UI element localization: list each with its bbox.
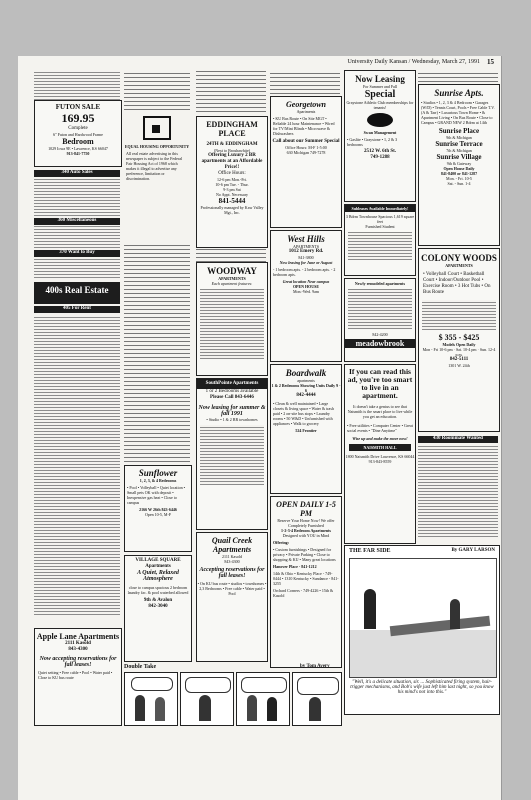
- apple-phone: 843-4300: [68, 647, 88, 652]
- doubletake-author: by Tom Avery: [300, 664, 330, 669]
- figure2-icon: [450, 599, 460, 629]
- leasing-now-title: Now leasing for summer & fall 1991: [198, 405, 266, 417]
- leasing-now-items: • Studio • 1 & 2 BR townhomes: [206, 417, 258, 422]
- futon-phone: 913-841-7750: [66, 151, 90, 156]
- boardwalk-addr: 524 Frontier: [295, 428, 317, 433]
- col2-body: [124, 242, 190, 462]
- eddingham-hours3: 9-3 pm Sat: [223, 187, 241, 192]
- georgetown-sub: Apartments: [296, 109, 316, 114]
- westhills-prices: - 1 bedroom apts. - 2 bedroom apts. - 2 bedroom apts.: [273, 267, 336, 277]
- leasing-phone: 749-1288: [370, 155, 390, 160]
- doubletake-panel-3: [236, 672, 290, 726]
- woodway-title: WOODWAY: [207, 266, 257, 276]
- openday-hawthorn: Hanover Place - 841-1212: [273, 564, 317, 569]
- openday-sub: Reserve Your Home Now! We offer Completely Furnished: [277, 518, 335, 528]
- openday-items: • Custom furnishings • Designed for privacy • Private Parking • Close to shopping & KU • Many great locations: [273, 547, 336, 562]
- eddingham-phone: 841-5444: [218, 197, 246, 205]
- sunrise-hours1: Mon. - Fri. 10-5: [446, 176, 472, 181]
- sublease-text: 3 Bdrm Townhouse Spacious 1,619 square feet: [345, 214, 415, 224]
- colony-addr: 1301 W. 24th: [448, 363, 470, 368]
- smart-addr: 1800 Naismith Drive Lawrence, KS 66044: [345, 454, 415, 459]
- apple-title: Apple Lane Apartments: [36, 632, 120, 641]
- smart-text: It doesn't take a genius to see that Naismith is the smart place to live while you get an education.: [347, 404, 413, 419]
- village-square-ad: [124, 555, 192, 662]
- speech-bubble: [185, 677, 231, 693]
- futon-addr: 1029 Iowa 9E • Lawrence, KS 66047: [48, 146, 108, 151]
- col4-text: [270, 70, 340, 94]
- southpointe-ad: [196, 378, 268, 530]
- sunflower-phone: 2166 W 26th 843-6446: [139, 507, 177, 512]
- boardwalk-items: • Clean & well maintained • Large closets & living space • Water & trash paid • 2 on-site bus stops • Laundry rooms • 50 W&D • Unfurnished with appliances • Walk to grocery: [273, 401, 334, 426]
- character2-icon: [267, 697, 277, 721]
- colony-title: COLONY WOODS: [421, 253, 497, 263]
- futon-price: 169.95: [61, 111, 95, 125]
- colony-woods-ad: [418, 248, 500, 432]
- meadowbrook-text: Newly remodeled apartments: [354, 281, 406, 286]
- character2-icon: [155, 697, 165, 721]
- character-icon: [247, 695, 257, 721]
- smart-name: NAISMITH HALL: [349, 444, 411, 451]
- sunrise-village-addr: 9th & Gateway: [446, 161, 472, 166]
- meadowbrook-title: meadowbrook: [345, 339, 415, 348]
- eddingham-hours4: No Appt. Necessary: [215, 192, 249, 197]
- leasing-special: Special: [364, 89, 396, 100]
- house-icon: [143, 116, 171, 140]
- leasing-name: Swan Management: [363, 130, 397, 135]
- naismith-ad: [344, 364, 416, 544]
- southpointe-phone: Please Call 843-6446: [210, 395, 254, 400]
- leasing-title: Now Leasing: [355, 74, 405, 84]
- sunrise-title: Sunrise Apts.: [434, 88, 484, 98]
- quail-title: Quail Creek Apartments: [211, 536, 253, 554]
- georgetown-call: Call about our Summer Special: [272, 139, 340, 144]
- village-text: close to campus spacious 2 bedroom laundry fac. & pool waterbed allowed: [127, 585, 189, 595]
- classified-text-block: [34, 70, 120, 100]
- sunflower-items: • Pool • Volleyball • Quiet location • Small pets OK with deposit • Inexpensive gas heat • Close to campus: [127, 485, 186, 505]
- far-side-comic: [344, 545, 500, 715]
- openday-title: OPEN DAILY 1-5 PM: [276, 500, 336, 518]
- apple-text: Now accepting reservations for fall leases!: [39, 656, 117, 668]
- sunrise-place-addr: 9th & Michigan: [446, 135, 472, 140]
- sunrise-phones: 841-8400 or 841-1287: [440, 171, 478, 176]
- colony-items: • Volleyball Court • Basketball Court • Indoor/Outdoor Pool • Exercise Room • 3 Hot Tubs • On Bus Route: [423, 272, 491, 295]
- woodway-tagline: Each apartment features:: [211, 281, 253, 286]
- quail-creek-ad: [196, 532, 268, 662]
- eddingham-sub: (Next to Brouhawhite): [213, 148, 251, 153]
- quail-phone: 843-4300: [224, 559, 240, 564]
- page-number: 15: [487, 58, 494, 66]
- eddingham-offer: Offering Luxury 2 BR apartments at an Affordable Price!!: [201, 153, 263, 170]
- eddingham-addr: 24TH & EDDINGHAM: [206, 142, 258, 147]
- colony-price: $ 355 - $425: [438, 333, 480, 342]
- futon-sub: 6" Futon and Hardwood Frame: [53, 132, 103, 137]
- housing-text: All real estate advertising in this newspaper is subject to the Federal Fair Housing Act of 1968 which makes it illegal to advertise any preference, limitation or discrimination.: [126, 151, 183, 181]
- section-autos: 340 Auto Sales: [34, 170, 120, 177]
- openday-offer2: Designed with YOU in Mind: [282, 533, 330, 538]
- leasing-addr: 2512 W. 6th St.: [363, 149, 397, 154]
- westhills-hours: Mon.-Wed. 9am: [292, 289, 319, 294]
- sunflower-sub: 1, 2, 3, & 4 Bedrooms: [139, 478, 177, 483]
- quail-items: • On KU bus route • studios • townhomes • 2,3 Bedrooms • Free cable • Water paid • Pool: [197, 581, 267, 596]
- leasing-items: • Gaslite • Graystone • 1, 2 & 3 bedrooms: [347, 137, 398, 147]
- apple-lane-ad: [34, 628, 122, 726]
- autos-text: [34, 178, 120, 216]
- woodway-ad: [196, 262, 268, 376]
- open-daily-ad: [270, 496, 342, 668]
- character-icon: [309, 697, 321, 721]
- page-header: [40, 58, 494, 68]
- now-leasing-ad: [344, 70, 416, 202]
- character-icon: [199, 695, 211, 721]
- westhills-addr: 1012 Emery Rd.: [288, 249, 324, 254]
- village-tagline: A Quiet, Relaxed Atmosphere: [137, 570, 179, 582]
- quail-addr: 2111 Kasold: [221, 554, 243, 559]
- sublease-ad: [344, 204, 416, 276]
- westhills-title: West Hills: [287, 234, 325, 244]
- sunrise-place: Sunrise Place: [438, 127, 480, 135]
- smart-title: If you can read this ad, you're too smart to live in an apartment.: [347, 367, 413, 400]
- section-wanted: 370 Want to Buy: [34, 250, 120, 257]
- section-misc: 360 Miscellaneous: [34, 218, 120, 225]
- sunrise-items: • Studios • 1, 2, 3 & 4 Bedroom • Garages (W/D) • Tennis Court, Pools • Free Cable T.V. (A & Tarr) • Luxurious Town Home • & Apartment Living • On Bus Route • Close to Campus • GRAND NEW 2 Bdrm at 14th: [421, 100, 495, 125]
- southpointe-title: SouthPointe Apartments: [197, 379, 267, 389]
- colony-phone: 842-5111: [449, 357, 469, 362]
- southpointe-details: [200, 425, 264, 485]
- equal-housing-ad: [124, 112, 190, 242]
- sunflower-hours: Open 10-5, M-F: [144, 512, 172, 517]
- futon-title: FUTON SALE: [55, 103, 101, 111]
- figure-icon: [364, 589, 376, 629]
- wanted-text: [34, 258, 120, 278]
- southpointe-text: 1 or 2 Bedrooms available: [205, 389, 259, 394]
- eddingham-mgr: Professionally managed by Kaw Valley Mgt., Inc.: [200, 205, 264, 215]
- eddingham-hours1: 12-6 pm Mon.-Fri.: [217, 177, 247, 182]
- smart-phone: 913-843-8559: [368, 459, 392, 464]
- misc-text: [34, 226, 120, 248]
- village-addr: 9th & Avalon: [143, 598, 173, 603]
- eddingham-title: EDDINGHAM PLACE: [206, 120, 258, 138]
- meadowbrook-details: [348, 289, 412, 329]
- missile-icon: [390, 616, 490, 636]
- colony-hours: Mon - Fri 10-6 pm · Sat. 10-4 pm · Sun. 12-4 p.m.: [422, 347, 496, 357]
- eddingham-ad: [196, 116, 268, 248]
- sunrise-village: Sunrise Village: [436, 153, 482, 161]
- woodway-details: [200, 289, 264, 359]
- col6-text: [418, 70, 498, 82]
- doubletake-title: Double Take: [124, 664, 157, 670]
- sunrise-terrace-addr: 7th & Michigan: [446, 148, 472, 153]
- sunrise-ad: [418, 84, 500, 246]
- farside-caption: "Well, it's a delicate situation, sir. ... Sophisticated firing system, hair-trigger mechanisms, and Bob's wife just left him last night, so you know his mind's not into this.": [350, 680, 494, 695]
- woodway-sub: APARTMENTS: [218, 276, 246, 281]
- quail-text: Accepting reservations for fall leases!: [199, 567, 265, 579]
- westhills-open: OPEN HOUSE: [292, 284, 320, 289]
- meadowbrook-phone: 842-4200: [372, 332, 388, 337]
- col3-text: [196, 70, 266, 112]
- housing-label: EQUAL HOUSING OPPORTUNITY: [124, 144, 190, 149]
- eddingham-hours2: 10-6 pm Tue. - Thur.: [215, 182, 249, 187]
- smart-items: • Free utilities • Computer Center • Great social events • "Dine Anytime": [347, 423, 413, 433]
- speech-bubble: [131, 677, 173, 691]
- eddingham-hours-label: Office Hours:: [218, 171, 246, 176]
- boardwalk-sub: apartments: [297, 378, 315, 383]
- leasing-club: Graystone Athletic Club memberships for tenants!: [346, 100, 414, 110]
- village-phone: 842-3040: [148, 604, 168, 609]
- speech-bubble: [297, 677, 339, 695]
- farside-title: THE FAR SIDE: [349, 548, 391, 554]
- boardwalk-ad: [270, 364, 342, 494]
- forrent-text: [34, 315, 120, 615]
- sunrise-terrace: Sunrise Terrace: [435, 140, 483, 148]
- sublease-note: Furnished Student: [365, 224, 395, 229]
- sublease-title: Subleases Available Immediately!: [345, 205, 415, 212]
- character-icon: [135, 695, 145, 721]
- openday-offering: Offering:: [273, 540, 289, 545]
- openday-list: 14th & Ohio • Kentucky Place - 749-0444 • 1310 Kentucky • Sundance - 841-3255: [273, 571, 339, 586]
- georgetown-addr: 630 Michigan 749-7278: [286, 150, 326, 155]
- section-forrent: 405 For Rent: [34, 306, 120, 313]
- georgetown-items: • KU Bus Route • On Site MGT • Reliable 24 hour Maintenance • Wired for TV/Mini Blinds • Microwave & Dishwashers: [273, 116, 335, 136]
- openday-offer: 1-2-3-4 Bedroom Apartments: [281, 528, 331, 533]
- westhills-text: Now leasing for June or August: [279, 260, 333, 265]
- apple-addr: 2111 Kasold: [65, 641, 91, 646]
- colony-models: Models Open Daily: [442, 342, 476, 347]
- westhills-special: Great location Near campus: [282, 279, 330, 284]
- west-hills-ad: [270, 230, 342, 362]
- boardwalk-text: 1 & 2 Bedrooms Showing Units Daily 9 - 6: [271, 383, 341, 393]
- sunflower-ad: [124, 465, 192, 552]
- westhills-sub: APARTMENTS: [292, 244, 320, 249]
- doubletake-panel-4: [292, 672, 342, 726]
- boardwalk-title: Boardwalk: [285, 368, 327, 378]
- doubletake-panel-2: [180, 672, 234, 726]
- roommate-text: [418, 445, 498, 537]
- apple-items: Quiet setting • Free cable • Pool • Water paid • Close to KU bus route: [38, 670, 113, 680]
- sublease-details: [348, 232, 412, 260]
- farside-author: By GARY LARSON: [451, 548, 495, 553]
- georgetown-title: Georgetown: [286, 100, 326, 109]
- georgetown-ad: [270, 96, 342, 228]
- publication-line: University Daily Kansan / Wednesday, March 27, 1991: [347, 59, 480, 65]
- village-title: VILLAGE SQUARE Apartments: [135, 558, 181, 569]
- sunrise-hours2: Sat. - Sun. 1-4: [447, 181, 471, 186]
- roommate-section: 430 Roommate Wanted: [418, 436, 498, 443]
- sunrise-open: Open House Daily: [443, 166, 475, 171]
- sunflower-title: Sunflower: [138, 468, 178, 478]
- futon-store: Bedroom: [62, 137, 94, 146]
- westhills-phone: 841-3800: [298, 255, 314, 260]
- georgetown-office: Office Hours: M-F 1-5:00: [285, 145, 327, 150]
- openday-last: Orchard Corners - 749-4226 • 15th & Kasold: [273, 588, 334, 598]
- speech-bubble: [241, 677, 287, 693]
- meadowbrook-ad: [344, 278, 416, 362]
- futon-sale-ad: [34, 100, 122, 167]
- doubletake-panel-1: [124, 672, 178, 726]
- boardwalk-phone: 842-4444: [296, 393, 316, 398]
- futon-desc: Complete: [68, 126, 88, 131]
- leasing-sub: For Summer and Fall: [362, 84, 398, 89]
- colony-illustration: [422, 300, 496, 330]
- smart-cta: Wise up and make the move now!: [352, 436, 408, 441]
- section-realestate: 400s Real Estate: [34, 282, 120, 304]
- colony-sub: APARTMENTS: [445, 263, 473, 268]
- farside-drawing: [349, 558, 497, 678]
- col2-text: [124, 70, 190, 110]
- swan-logo-icon: [367, 113, 393, 127]
